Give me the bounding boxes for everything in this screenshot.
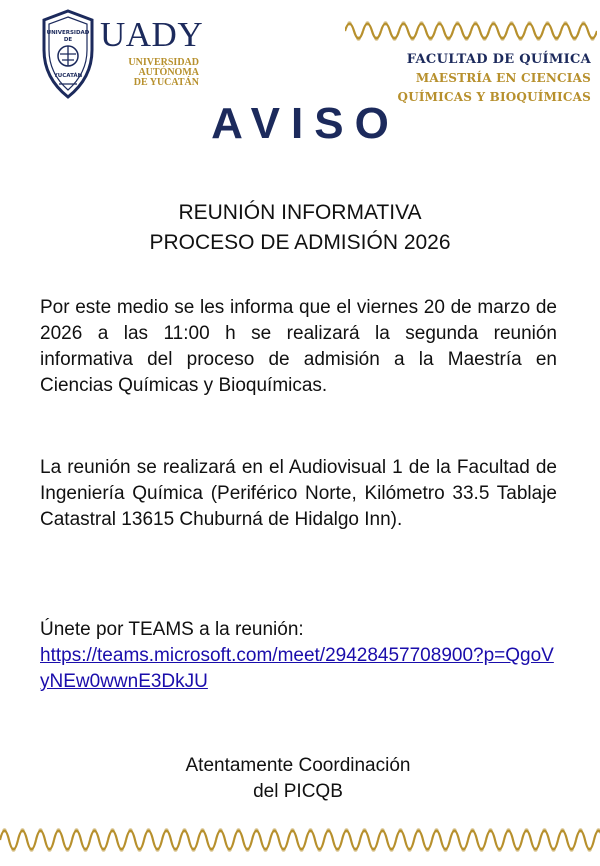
signature-line-2: del PICQB (253, 781, 343, 802)
announcement-paragraph: Por este medio se les informa que el viernes 20 de marzo de 2026 a las 11:00 h se realizará la segunda reunión informativa del proceso de admisión a la Maestría en Ciencias Químicas y Bioquímicas. (40, 297, 557, 396)
svg-text:YUCATÁN: YUCATÁN (53, 73, 83, 79)
meeting-title-line-1: REUNIÓN INFORMATIVA (178, 201, 422, 224)
university-wordmark: UADY (100, 15, 204, 54)
uady-seal-logo (38, 8, 98, 100)
location-paragraph: La reunión se realizará en el Audiovisual 1 de la Facultad de Ingeniería Química (Periférico Norte, Kilómetro 33.5 Tablaje Catastral 13615 Chuburná de Hidalgo Inn). (40, 457, 557, 530)
meeting-title-line-2: PROCESO DE ADMISIÓN 2026 (149, 231, 451, 254)
svg-text:DE: DE (63, 37, 73, 43)
svg-text:UNIVERSIDAD: UNIVERSIDAD (46, 30, 90, 36)
notice-heading: AVISO (211, 99, 400, 148)
university-name-line-1: UNIVERSIDAD (128, 57, 199, 68)
decorative-border-bottom (0, 816, 600, 864)
decorative-border-top (345, 12, 597, 50)
signature-line-1: Atentamente Coordinación (185, 755, 411, 776)
faculty-name: FACULTAD DE QUÍMICA (406, 52, 591, 67)
program-name-line-2: QUÍMICAS Y BIOQUÍMICAS (397, 90, 591, 104)
program-name-line-1: MAESTRÍA EN CIENCIAS (415, 71, 591, 85)
university-name-line-2: AUTÓNOMA (138, 67, 199, 78)
teams-meeting-link[interactable]: https://teams.microsoft.com/meet/29428457708900?p=QgoVyNEw0wwnE3DkJU (40, 645, 554, 692)
university-name-line-3: DE YUCATÁN (133, 77, 199, 88)
teams-invite-label: Únete por TEAMS a la reunión: (40, 619, 304, 640)
